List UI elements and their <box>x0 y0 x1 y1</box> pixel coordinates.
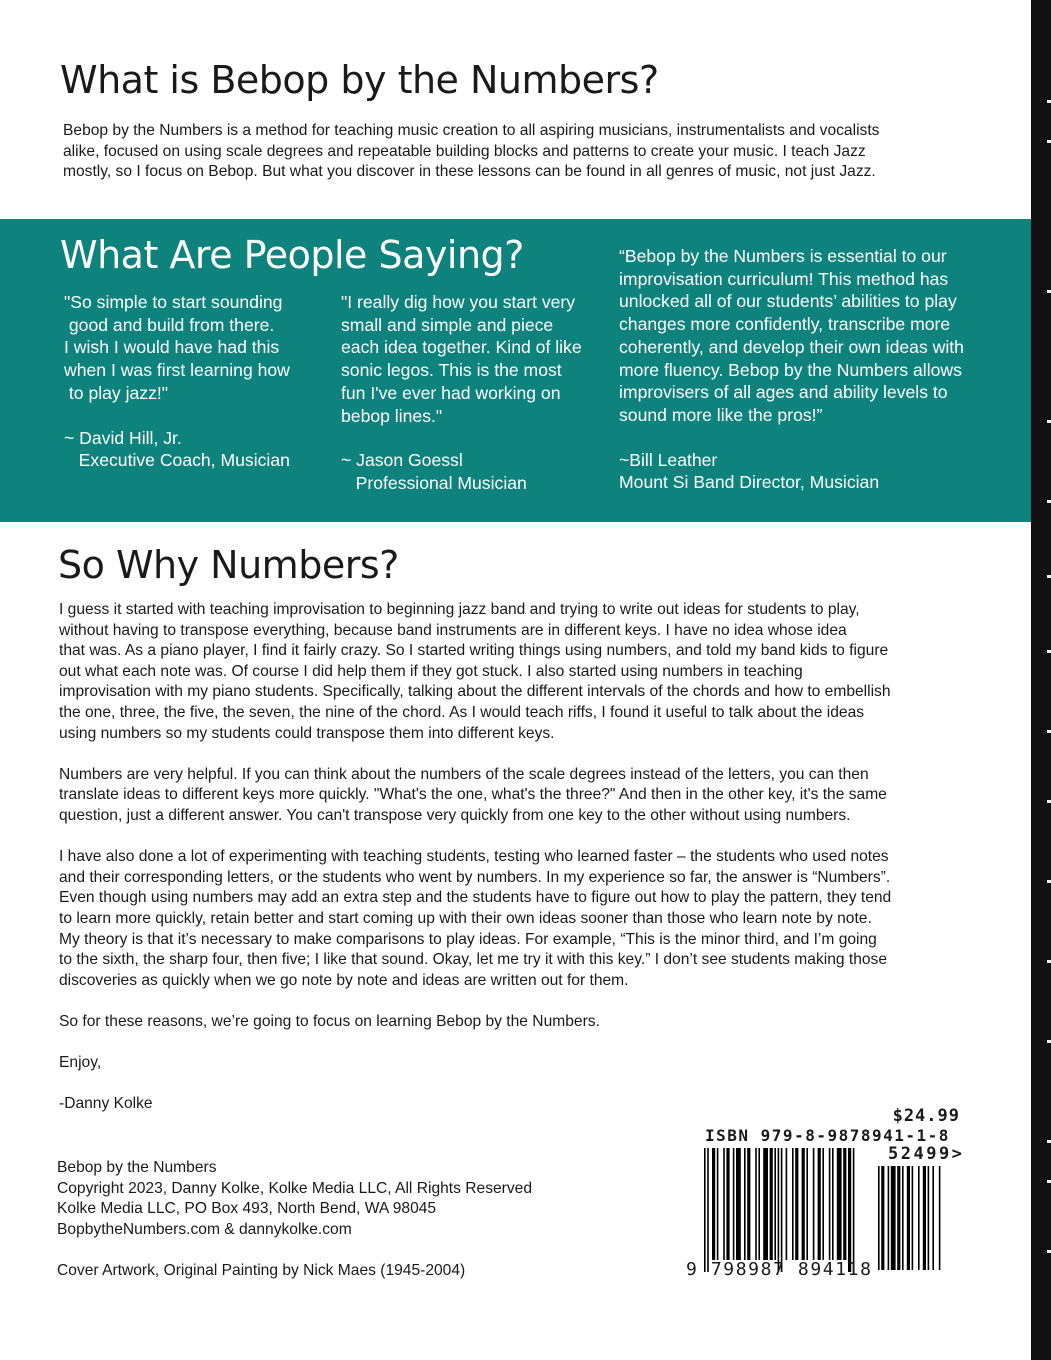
barcode-bar <box>707 1148 709 1272</box>
footer-line: Bebop by the Numbers <box>57 1159 217 1176</box>
spine-tick <box>1047 1040 1051 1043</box>
barcode-bar <box>726 1148 729 1260</box>
footer-line: Kolke Media LLC, PO Box 493, North Bend, WA 98045 <box>57 1200 437 1218</box>
barcode-bar <box>918 1166 920 1270</box>
spine-tick <box>1047 960 1051 963</box>
spine-tick <box>1047 420 1051 423</box>
barcode-bar <box>848 1148 851 1272</box>
isbn-label: ISBN 979-8-9878941-1-8 <box>705 1126 950 1145</box>
barcode-bar <box>818 1148 821 1260</box>
spine-tick <box>1047 290 1051 293</box>
barcode-bar <box>891 1166 896 1270</box>
spine-tick <box>1047 1140 1051 1143</box>
barcode-bar <box>774 1148 776 1260</box>
why-title: So Why Numbers? <box>58 543 399 587</box>
barcode-bar <box>712 1148 715 1260</box>
barcode-bar <box>932 1166 934 1270</box>
testimonial-1 <box>64 291 290 472</box>
barcode-bar <box>923 1166 926 1270</box>
copyright-block <box>57 1158 532 1282</box>
spine-tick <box>1047 650 1051 653</box>
sign-off: Enjoy, <box>59 1054 102 1072</box>
barcode-bar <box>829 1148 831 1260</box>
ean-digits: 9 798987 894118 <box>686 1259 873 1280</box>
barcode-bar <box>747 1148 750 1260</box>
spine-tick <box>1047 800 1051 803</box>
barcode-bar <box>781 1148 783 1272</box>
barcode-bar <box>795 1148 798 1260</box>
intro-line: Bebop by the Numbers is a method for teaching music creation to all aspiring musicians, instrumentalists and vocalists <box>63 122 880 139</box>
barcode-bar <box>755 1148 757 1260</box>
testimonial-quote: "I really dig how you start very small and simple and piece each idea together. Kind of like sonic legos. This is the most fun I've ever had working on bebop lines." <box>341 292 582 426</box>
spine-tick <box>1047 880 1051 883</box>
barcode-bar <box>912 1166 914 1270</box>
barcode-bar <box>843 1148 846 1260</box>
testimonials-title: What Are People Saying? <box>60 233 524 277</box>
testimonial-2 <box>341 291 582 495</box>
intro-paragraph <box>63 121 983 183</box>
barcode-bar <box>888 1166 890 1270</box>
barcode-bar <box>902 1166 904 1270</box>
testimonial-attribution: ~ Jason Goessl Professional Musician <box>341 450 527 493</box>
addon-barcode-bars <box>878 1166 964 1274</box>
spine-tick <box>1047 500 1051 503</box>
barcode-bar <box>736 1148 741 1260</box>
barcode-bar <box>733 1148 735 1260</box>
spine-tick <box>1047 100 1051 103</box>
isbn-barcode <box>686 1106 980 1286</box>
barcode-bar <box>704 1148 706 1272</box>
barcode-bar <box>802 1148 805 1260</box>
barcode-bar <box>853 1148 855 1272</box>
barcode-bar <box>792 1148 794 1260</box>
intro-title: What is Bebop by the Numbers? <box>60 58 659 102</box>
barcode-bar <box>832 1148 834 1260</box>
why-paragraph: I guess it started with teaching improvisation to beginning jazz band and trying to write out ideas for students to play, without having to transpose everything, because band instruments are in different keys. I have no idea whose idea that was. As a piano player, I find it fairly crazy. So I started writing things using numbers, and told my band kids to figure out what each note was. Of course I did help them if they got stuck. I also started using numbers in teaching improvisation with my piano students. Specifically, talking about the different intervals of the chords and how to embellish the one, three, the five, the seven, the nine of the chord. As I would teach riffs, I found it useful to talk about the ideas using numbers so my students could transpose them into different keys. <box>59 601 891 742</box>
barcode-bar <box>806 1148 808 1260</box>
barcode-bar <box>822 1148 824 1260</box>
price-label: $24.99 <box>892 1106 960 1126</box>
intro-line: alike, focused on using scale degrees and repeatable building blocks and patterns to create your music. I teach Jazz <box>63 142 866 160</box>
intro-line: mostly, so I focus on Bebop. But what you discover in these lessons can be found in all genres of music, not just Jazz. <box>63 163 876 181</box>
barcode-bar <box>939 1166 941 1270</box>
barcode-bar <box>770 1148 773 1260</box>
testimonial-quote: “Bebop by the Numbers is essential to our improvisation curriculum! This method has unlocked all of our students’ abilities to play changes more confidently, transcribe more coherently, and develop their own ideas with more fluency. Bebop by the Numbers allows improvisers of all ages and ability levels to sound more like the pros!” <box>619 246 964 425</box>
barcode-bar <box>723 1148 725 1260</box>
why-paragraph: So for these reasons, we’re going to focus on learning Bebop by the Numbers. <box>59 1012 600 1030</box>
why-paragraph: Numbers are very helpful. If you can think about the numbers of the scale degrees instead of the letters, you can then translate ideas to different keys more quickly. "What's the one, what's the three?" And then in the other key, it's the same question, just a different answer. You can't transpose very quickly from one key to the other without using numbers. <box>59 765 887 824</box>
testimonial-3 <box>619 245 964 494</box>
barcode-bar <box>717 1148 719 1260</box>
barcode-bar <box>778 1148 780 1272</box>
testimonial-attribution: ~Bill Leather Mount Si Band Director, Musician <box>619 449 880 493</box>
footer-line: BopbytheNumbers.com & dannykolke.com <box>57 1220 352 1238</box>
author-signature: -Danny Kolke <box>59 1095 153 1113</box>
why-body <box>59 600 979 1135</box>
testimonial-quote: "So simple to start sounding good and build from there. I wish I would have had this when I was first learning how to play jazz!" <box>64 292 290 403</box>
spine-tick <box>1047 1180 1051 1183</box>
barcode-bar <box>758 1148 760 1260</box>
barcode-bar <box>928 1166 930 1270</box>
why-paragraph: I have also done a lot of experimenting with teaching students, testing who learned faster – the students who used notes and their corresponding letters, or the students who went by numbers. In my experience so far, the answer is “Numbers”. Even though using numbers may add an extra step and the students have to figure out how to play the pattern, they tend to learn more quickly, retain better and start coming up with their own ideas sooner than those who learn note by note. My theory is that it’s necessary to make comparisons to play ideas. For example, “This is the minor third, and I’m going to the sixth, the sharp four, then five; I like that sound. Okay, let me try it with this key.” I don’t see students making those discoveries as quickly when we go note by note and ideas are written out for them. <box>59 848 892 989</box>
spine-tick <box>1047 1250 1051 1253</box>
addon-digits: 52499> <box>888 1144 965 1164</box>
cover-credit: Cover Artwork, Original Painting by Nick Maes (1945-2004) <box>57 1261 466 1279</box>
barcode-bar <box>763 1148 768 1260</box>
barcode-bar <box>813 1148 815 1260</box>
spine-tick <box>1047 575 1051 578</box>
barcode-bar <box>878 1166 880 1270</box>
barcode-bar <box>744 1148 746 1260</box>
testimonials-band <box>0 219 1031 522</box>
spine-tick <box>1047 140 1051 143</box>
barcode-bar <box>837 1148 842 1260</box>
spine-tick <box>1047 730 1051 733</box>
barcode-bar <box>897 1166 900 1270</box>
barcode-bar <box>881 1166 884 1270</box>
footer-line: Copyright 2023, Danny Kolke, Kolke Media LLC, All Rights Reserved <box>57 1179 532 1197</box>
testimonial-attribution: ~ David Hill, Jr. Executive Coach, Musician <box>64 427 290 471</box>
book-spine-edge <box>1031 0 1051 1360</box>
barcode-bar <box>907 1166 910 1270</box>
barcode-bar <box>786 1148 788 1260</box>
